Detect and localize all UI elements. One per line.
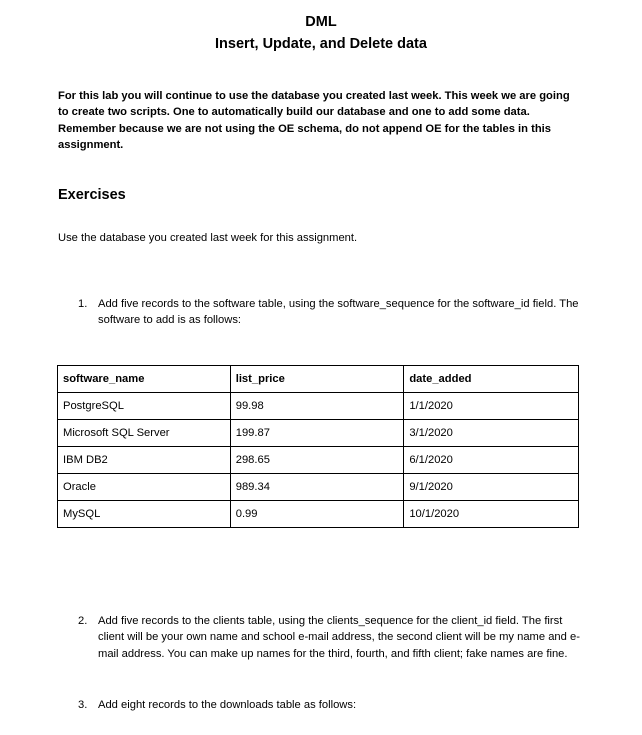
cell-software-name: IBM DB2 — [58, 447, 231, 474]
table-header-row — [58, 366, 579, 393]
cell-date-added: 1/1/2020 — [404, 393, 579, 420]
table-row — [58, 420, 579, 447]
intro-paragraph: For this lab you will continue to use the database you created last week. This week we are going to create two scripts. One to automatically build our database and one to add some data. Remember because we are not using the OE schema, do not append OE for the tables in this assignment. — [58, 90, 570, 152]
cell-software-name: PostgreSQL — [58, 393, 231, 420]
cell-software-name: Microsoft SQL Server — [58, 420, 231, 447]
cell-list-price: 0.99 — [230, 501, 404, 528]
table-row — [58, 474, 579, 501]
section-heading-exercises: Exercises — [58, 187, 126, 203]
column-header-software-name: software_name — [58, 366, 231, 393]
cell-list-price: 199.87 — [230, 420, 404, 447]
page-title: DML — [305, 14, 337, 30]
exercise-number: 3. — [78, 699, 88, 711]
exercise-number: 2. — [78, 615, 88, 627]
cell-software-name: MySQL — [58, 501, 231, 528]
cell-list-price: 99.98 — [230, 393, 404, 420]
title-block — [0, 11, 642, 55]
exercise-text: Add five records to the software table, using the software_sequence for the software_id field. The software to add is as follows: — [98, 298, 579, 327]
cell-date-added: 3/1/2020 — [404, 420, 579, 447]
page-subtitle: Insert, Update, and Delete data — [215, 36, 427, 52]
table-row — [58, 393, 579, 420]
exercise-number: 1. — [78, 298, 88, 310]
exercise-item — [78, 613, 588, 662]
exercise-text: Add five records to the clients table, using the clients_sequence for the client_id field. The first client will be your own name and school e-mail address, the second client will be my name and e-mail address. You can make up names for the third, fourth, and fifth client; fake names are fine. — [98, 615, 580, 660]
exercise-item — [78, 296, 588, 329]
cell-list-price: 298.65 — [230, 447, 404, 474]
cell-software-name: Oracle — [58, 474, 231, 501]
cell-list-price: 989.34 — [230, 474, 404, 501]
cell-date-added: 6/1/2020 — [404, 447, 579, 474]
table-row — [58, 447, 579, 474]
cell-date-added: 10/1/2020 — [404, 501, 579, 528]
instruction-text: Use the database you created last week for this assignment. — [58, 232, 358, 244]
column-header-date-added: date_added — [404, 366, 579, 393]
exercise-text: Add eight records to the downloads table as follows: — [98, 699, 357, 711]
table-row — [58, 501, 579, 528]
software-table — [57, 365, 579, 528]
cell-date-added: 9/1/2020 — [404, 474, 579, 501]
exercise-item — [78, 697, 588, 713]
column-header-list-price: list_price — [230, 366, 404, 393]
